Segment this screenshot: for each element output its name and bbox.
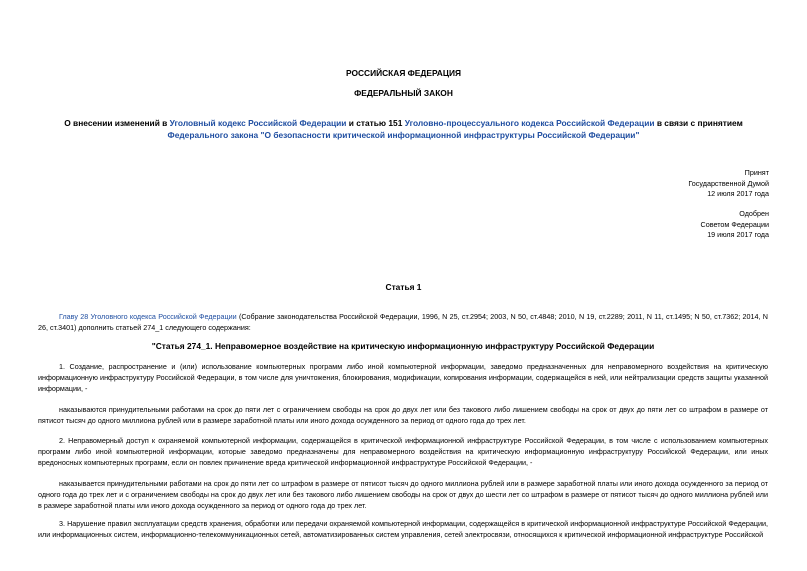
paragraph-1-penalty: наказываются принудительными работами на срок до пяти лет с ограничением свободы на срок до двух лет или без такового либо лишением свободы на срок от двух до пяти лет со штрафом в размере от пятисот тысяч до одного миллиона рублей или в размере заработной платы или иного дохода осужденного за период от одного года до трех лет. xyxy=(38,405,768,425)
accepted-block xyxy=(569,168,769,200)
criminal-code-link[interactable]: Уголовный кодекс Российской Федерации xyxy=(169,118,347,128)
document-type-heading: ФЕДЕРАЛЬНЫЙ ЗАКОН xyxy=(354,88,453,98)
title-middle: и статью 151 xyxy=(346,118,405,128)
paragraph-1: 1. Создание, распространение и (или) использование компьютерных программ либо иной компьютерной информации, заведомо предназначенных для неправомерного воздействия на критическую информационную инфраструктуру Российской Федерации, в том числе для уничтожения, блокирования, модификации, копирования информации, содержащейся в ней, или нейтрализации средств защиты указанной информации, - xyxy=(38,362,768,393)
approved-date: 19 июля 2017 года xyxy=(707,230,769,239)
title-prefix: О внесении изменений в xyxy=(64,118,170,128)
paragraph-3: 3. Нарушение правил эксплуатации средств хранения, обработки или передачи охраняемой компьютерной информации, содержащейся в критической информационной инфраструктуре Российской Федерации, или информационных систем, информационно-телекоммуникационных сетей, автоматизированных систем управления, сетей электросвязи, относящихся к критической информационной инфраструктуре Российской xyxy=(38,519,768,539)
new-article-title: "Статья 274_1. Неправомерное воздействие на критическую информационную инфраструктуру Российской Федерации xyxy=(151,341,655,351)
article-heading: Статья 1 xyxy=(385,282,422,292)
chapter-28-link[interactable]: Главу 28 Уголовного кодекса Российской Федерации xyxy=(59,312,237,321)
accepted-by: Государственной Думой xyxy=(688,178,769,188)
criminal-procedure-code-link[interactable]: Уголовно-процессуального кодекса Российской Федерации xyxy=(404,118,655,128)
federal-law-link[interactable]: Федерального закона "О безопасности критической информационной инфраструктуры Российской Федерации" xyxy=(167,130,640,140)
article-intro-text: (Собрание законодательства Российской Федерации, 1996, N 25, ст.2954; 2003, N 50, ст.4848; 2010, N 19, ст.2289; 2011, N 11, ст.1495; N 50, ст.7362; 2014, N 26, ст.3401) дополнить статьей 274_1 следующего содержания: xyxy=(38,312,768,332)
title-suffix: в связи с принятием xyxy=(654,118,743,128)
paragraph-2-penalty: наказывается принудительными работами на срок до пяти лет со штрафом в размере от пятисот тысяч до одного миллиона рублей или в размере заработной платы или иного дохода осужденного за период от одного года до трех лет и с ограничением свободы на срок до двух лет или без такового либо лишением свободы на срок от двух до шести лет со штрафом в размере от пятисот тысяч до одного миллиона рублей или в размере заработной платы или иного дохода осужденного за период от одного года до трех лет. xyxy=(38,479,768,510)
law-title xyxy=(40,117,767,141)
paragraph-2: 2. Неправомерный доступ к охраняемой компьютерной информации, содержащейся в критической информационной инфраструктуре Российской Федерации, в том числе с использованием компьютерных программ либо иной компьютерной информации, которые заведомо предназначены для неправомерного воздействия на критическую информационную инфраструктуру Российской Федерации, или иных вредоносных компьютерных программ, если он повлек причинение вреда критической информационной инфраструктуре Российской Федерации, - xyxy=(38,436,768,467)
approved-label: Одобрен xyxy=(739,209,769,218)
approved-by: Советом Федерации xyxy=(700,219,769,229)
approved-block xyxy=(569,209,769,241)
accepted-label: Принят xyxy=(744,168,769,177)
article-intro xyxy=(38,311,768,333)
accepted-date: 12 июля 2017 года xyxy=(707,189,769,198)
country-heading: РОССИЙСКАЯ ФЕДЕРАЦИЯ xyxy=(345,68,462,78)
